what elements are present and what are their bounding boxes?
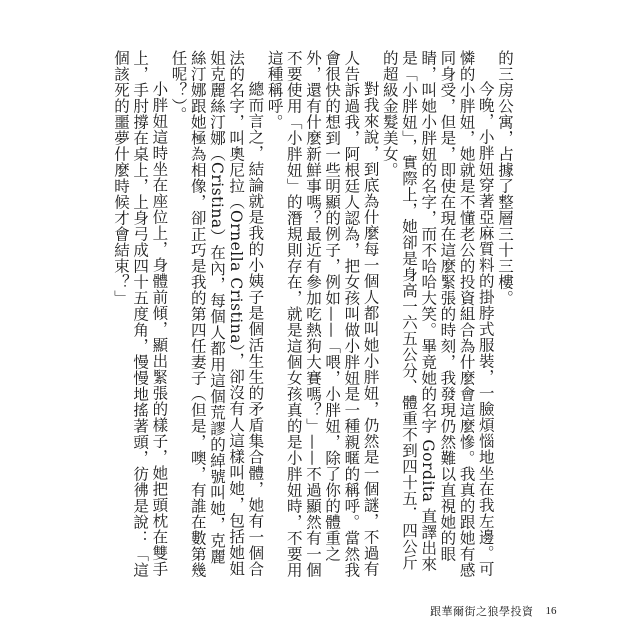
paragraph-4: 總而言之，結論就是我的小姨子是個活生生的矛盾集合體，她有一個合法的名字，叫奧尼拉（Ornella Cristina），卻沒有人這樣叫她，包括她姐姐克麗絲汀娜（Cristina）在內，每個人都用這個荒謬的綽號叫她，克麗絲汀娜跟她極為相像，卻正巧是我的第四任妻子（但是，噢，有誰在數第幾任呢？）。 (169, 50, 265, 578)
paragraph-2: 今晚，小胖妞穿著亞麻質料的掛脖式服裝，一臉煩惱地坐在我左邊。可憐的小胖妞，她就是不懂老公的投資組合為什麼會這麼慘。我真的跟她有感同身受，但是，即使在現在這麼緊張的時刻，我發現仍然難以直視她的眼睛，叫她小胖妞的名字，而不哈哈大笑。畢竟她的名字 Gordita 直譯出來是「小胖妞」，實際上，她卻是身高一六五公分、體重不到四十五．四公斤的超級金髮美女。 (380, 50, 495, 578)
book-title: 跟華爾街之狼學投資 (430, 605, 534, 618)
paragraph-3: 對我來說，到底為什麼每一個人都叫她小胖妞，仍然是一個謎，不過有人告訴過我，阿根廷人認為，把女孩叫做小胖妞是一種親暱的稱呼。當然我會很快的想到一些明顯的例子，例如——「喂，小胖妞，除了你的體重之外，還有什麼新鮮事嗎？最近有參加吃熱狗大賽嗎？」——不過顯然有一個不要使用「小胖妞」的潛規則存在，就是這個女孩真的是小胖妞時，不要用這種稱呼。 (265, 50, 380, 578)
paragraph-1: 的三房公寓，占據了整層三十三樓。 (496, 50, 514, 306)
paragraph-5: 小胖妞這時坐在座位上，身體前傾，顯出緊張的樣子，她把頭枕在雙手上，手肘撐在桌上，上身弓成四十五度角，慢慢地搖著頭，彷彿是說：「這個該死的噩夢什麼時候才會結束？」 (111, 50, 169, 578)
page-number: 16 (545, 605, 557, 617)
running-footer (430, 602, 580, 620)
body-text (111, 50, 514, 578)
